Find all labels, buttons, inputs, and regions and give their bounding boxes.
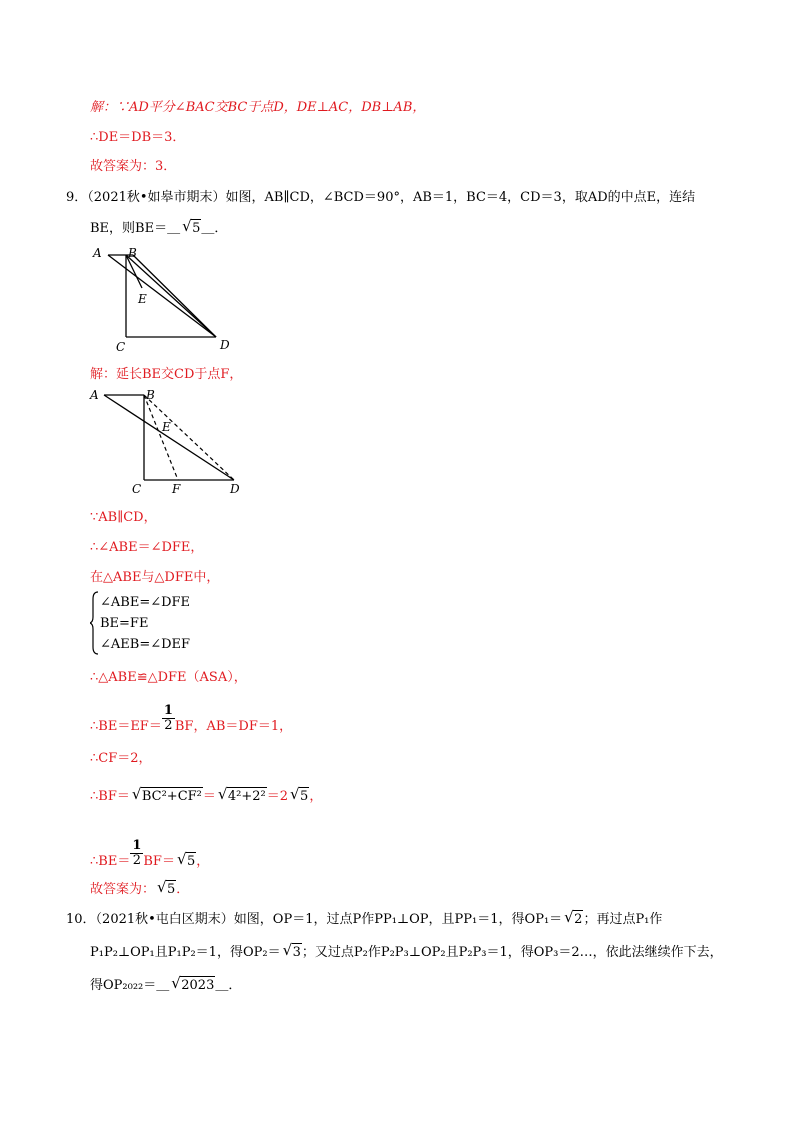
question-number: 9．: [66, 190, 88, 205]
label-f2: F: [172, 482, 181, 496]
solution-line-2: ∴DE＝DB＝3．: [90, 130, 186, 145]
answer-line: 故答案为： √ 5．: [90, 878, 190, 897]
step-be-ef: ∴BE＝EF＝ $\frac{1}{2}$ BF，AB＝DF＝1，: [90, 703, 293, 734]
radical-5-c: √ 5: [157, 878, 176, 897]
radical-5-b: √ 5: [176, 850, 196, 869]
label-a: A: [93, 246, 102, 260]
radical-bc-cf: √ BC²+CF²: [131, 785, 202, 804]
solution-line-1: 解：∵AD平分∠BAC交BC于点D，DE⊥AC，DB⊥AB，: [90, 100, 426, 115]
radical-5-a: √ 5: [290, 785, 309, 804]
question-text: 如图，AB∥CD，∠BCD＝90°，AB＝1，BC＝4，CD＝3，取AD的中点E，连结: [225, 190, 696, 205]
question-text-2: BE，则BE＝＿: [90, 221, 181, 236]
system-line-2: BE=FE: [100, 616, 149, 631]
question-10-line-2: P₁P₂⊥OP₁且P₁P₂＝1，得OP₂＝ √ 3；又过点P₂作P₂P₃⊥OP₂且P₂P₃＝1，得OP₃＝2…，依此法继续作下去，: [90, 941, 723, 960]
question-9-line-2: BE，则BE＝＿ √ 5＿．: [90, 217, 228, 236]
step-3: 在△ABE与△DFE中，: [90, 570, 220, 585]
label-c2: C: [132, 482, 142, 496]
fraction-half: $\frac{1}{2}$: [163, 703, 173, 733]
step-final: ∴BE＝ $\frac{1}{2}$ BF＝ √ 5，: [90, 838, 210, 869]
figure-trapezoid-1: [88, 243, 248, 355]
question-number-10: 10．: [66, 912, 96, 927]
question-source: （2021秋•如皋市期末）: [87, 190, 226, 205]
system-brace: [90, 591, 100, 655]
system-line-1: ∠ABE=∠DFE: [100, 595, 191, 610]
label-d: D: [220, 338, 230, 352]
step-2: ∴∠ABE＝∠DFE，: [90, 540, 204, 555]
question-10-line-1: 10．（2021秋•屯白区期末）如图，OP＝1，过点P作PP₁⊥OP，且PP₁＝1，得OP₁＝ √ 2；再过点P₁作: [66, 908, 663, 927]
question-10-line-3: 得OP₂₀₂₂＝＿ √ 2023＿．: [90, 974, 242, 993]
label-d2: D: [230, 482, 240, 496]
label-b2: B: [146, 388, 155, 402]
radical-2023: √ 2023: [171, 974, 215, 993]
label-a2: A: [90, 388, 99, 402]
label-e2: E: [162, 420, 171, 434]
label-e: E: [138, 292, 147, 306]
solution-9-intro: 解：延长BE交CD于点F，: [90, 367, 243, 382]
radical-4-2: √ 4²+2²: [217, 785, 266, 804]
step-cf: ∴CF＝2，: [90, 751, 152, 766]
radical-3: √ 3: [282, 941, 301, 960]
label-b: B: [128, 246, 137, 260]
radical-2: √ 2: [564, 908, 583, 927]
question-9-line-1: [66, 189, 695, 207]
fraction-half-2: $\frac{1}{2}$: [132, 838, 142, 868]
figure-trapezoid-2: [88, 385, 258, 497]
step-bf: ∴BF＝ √ BC²+CF²＝ √ 4²+2²＝2 √ 5，: [90, 785, 323, 804]
step-1: ∵AB∥CD，: [90, 510, 157, 525]
label-c: C: [116, 340, 126, 354]
answer-radical: √ 5: [182, 217, 201, 236]
solution-line-3: 故答案为：3．: [90, 159, 177, 174]
congruence-step: ∴△ABE≌△DFE（ASA），: [90, 670, 247, 685]
system-line-3: ∠AEB=∠DEF: [100, 637, 191, 652]
